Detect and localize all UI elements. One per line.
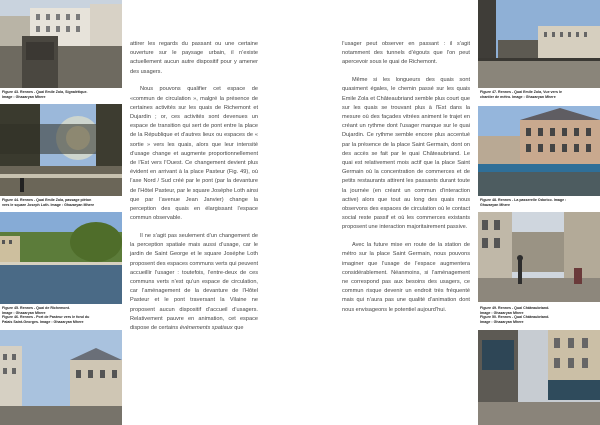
photo-fig45 [0, 212, 122, 304]
photo-fig48 [478, 106, 600, 196]
caption-line: Figure 45. Rennes - Quai de Richemont. [2, 306, 70, 310]
photo-fig46 [0, 330, 122, 425]
caption-line: Image : Ghazaryan Mhere [480, 319, 524, 324]
caption-fig48 [480, 198, 600, 207]
photo-fig49 [478, 212, 600, 302]
paragraph: Nous pouvons qualifier cet espace de «commun de circulation », malgré la présence de certaines activités sur les quais de Richemont et Dujardin ; or, ces activités sont devenues un espace de transition qui sert de pont entre la place de la République et d’autres lieux ou espaces de « sortie » vers les quais, alors que leur intensité d’usage change et augmente proportionnellement de l’Est vers l’Ouest. Ce changement devient plus évident en arrivant à la place Pasteur (Fig. 49), où l’axe Nord / Sud créé par le pont (par la devanture de l’Hôtel Pasteur, par le square Joséphe Loth ainsi que par l’avenue Jean Janvier) change la perception des quais en élargissant l’espace commun observable. [130, 86, 258, 222]
photo-fig50 [478, 330, 600, 425]
text-span: Il ne s’agit pas seulement d’un changement de la perception spatiale mais aussi d’usage, car le jardin de Saint George et le square Joséphe Loth proposent des espaces communs verts qui peuvent accueillir l’usager : toutefois, l’entre-deux de ces communs verts n’est qu’un espace de circulation, car l’aménagement de la devanture de l’Hôtel Pasteur et le pont traversant la Vilaine ne proposent aucun dispositif d’accueil d’usagers. Relativement pauvre en animation, cet espace dispose de certains [130, 233, 258, 332]
photo-fig47 [478, 0, 600, 88]
caption-line: Ghazaryan Mhere [480, 202, 510, 207]
photo-fig43 [0, 0, 122, 88]
emphasis: événements spatiaux [179, 325, 233, 332]
caption-line: Figure 50. Rennes - Quai Châteaubriand. [480, 315, 550, 320]
caption-line: Image : Ghazaryan Mhere [2, 94, 46, 99]
text-column-right [342, 40, 470, 323]
text-column-left [130, 40, 258, 342]
photo-fig44 [0, 104, 122, 196]
paragraph [130, 232, 258, 333]
caption-line: Palais Saint-Georges. Image : Ghazaryan Mhere [2, 319, 84, 324]
paragraph: Même si les longueurs des quais sont quasiment égales, le chemin passé sur les quais Emile Zola et Châteaubriand semble plus court que sur les quais se trouvant plus à l’Est dans la mesure où des façades vitrées animent le trajet en créant un rythme dont l’usager manque sur le quai Dujardin. Ce rythme semble encore plus accentué par la présence de la place Saint Germain, dont on des accès se fait par le quai Châteaubriand. Le quai est relativement mois actif que la place Saint Germain où la concentration de commerces et de petits restaurants attirent les passants durant toute la journée (en créant un commun d’interaction active) alors que tout au long des quais nous observons des espaces de circulation où le contact social reste passif et où les commerces existants proposent une interaction majoritairement passive. [342, 77, 470, 231]
caption-line: Figure 44. Rennes - Quai Emile Zola, passage piéton [2, 198, 92, 202]
caption-line: Figure 46. Rennes - Port de Pasteur vers le fond du [2, 315, 90, 320]
caption-line: Figure 47. Rennes - Quai Emile Zola, Vue vers le [480, 90, 562, 94]
caption-fig47 [480, 90, 600, 99]
caption-line: Image : Ghazaryan Mhere [2, 310, 46, 315]
paragraph: l’usager peut observer en passant : il s’agit notamment des tunnels d’égouts que l’on peut apercevoir sous le quai de Richemont. [342, 41, 470, 66]
caption-line: vers le square Joseph Loth. Image : Ghazaryan Mhere [2, 202, 95, 207]
caption-fig43 [2, 90, 120, 99]
text-span: que [232, 325, 244, 332]
caption-fig49 [480, 306, 600, 324]
caption-fig45 [2, 306, 122, 324]
paragraph: attirer les regards du passant ou une certaine ouverture sur le paysage urbain, il n’existe actuellement aucun autre dispositif pour y amener des usagers. [130, 41, 258, 75]
caption-line: Figure 43. Rennes - Quai Emile Zola, Signalétique. [2, 90, 88, 94]
caption-fig44 [2, 198, 122, 207]
paragraph: Avec la future mise en route de la station de métro sur la place Saint Germain, nous pouvons imaginer que l’usage de l’espace augmentera considérablement. Néanmoins, si l’aménagement ne correspond pas aux besoins des usagers, ce commun risque devenir un endroit très fréquenté mais qui n’aura pas une qualité d’animation dont nous envisageons le potentiel aujourd’hui. [342, 242, 470, 313]
caption-line: Image : Ghazaryan Mhere [480, 310, 524, 315]
caption-line: Figure 49. Rennes - Quai Châteaubriand. [480, 306, 550, 310]
caption-line: Figure 48. Rennes - La passerelle Odorico. Image : [480, 198, 567, 202]
caption-line: chantier de métro. Image : Ghazaryan Mhere [480, 94, 556, 99]
